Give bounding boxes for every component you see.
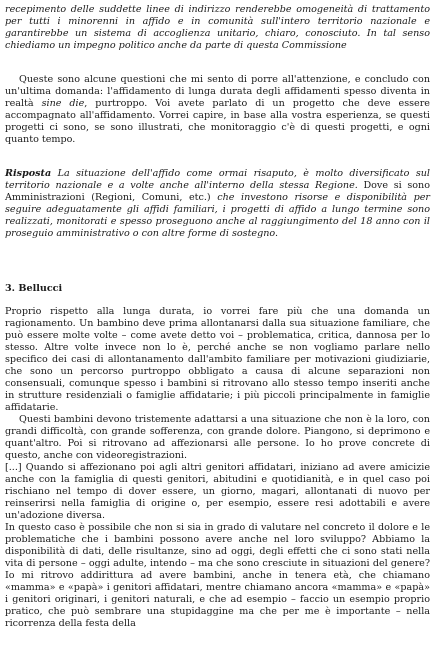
- risposta-text-2: Dove si sono Amministrazioni (Regioni, Comuni, etc.): [5, 180, 430, 204]
- question-paragraph: [5, 74, 430, 146]
- risposta-text-1: La situazione dell'affido come ormai risaputo, è molto diversificato sul territorio nazionale e a volte anche all'interno della stessa Regione.: [5, 168, 430, 192]
- risposta-paragraph: [5, 168, 430, 240]
- risposta-text-3: che investono risorse e disponibilità per seguire adeguatamente gli affidi familiari, i progetti di affido a lungo termine sono realizzati, monitorati e spesso proseguono anche al raggiungimento del 18 anno con il proseguio amministrativo o con altre forme di sostegno.: [5, 192, 430, 240]
- risposta-label: Risposta: [5, 168, 52, 179]
- bellucci-paragraph-2: Questi bambini devono tristemente adattarsi a una situazione che non è la loro, con grandi difficoltà, con grande sofferenza, con grande dolore. Piangono, si deprimono e quant'altro. Poi si ritrovano ad affezionarsi alle persone. Io ho prove concrete di questo, anche con videoregistrazioni.: [5, 414, 430, 462]
- bellucci-paragraph-1: Proprio rispetto alla lunga durata, io vorrei fare più che una domanda un ragionamento. Un bambino deve prima allontanarsi dalla sua situazione familiare, che può essere molte volte – come avete detto voi – problematica, critica, dannosa per lo stesso. Altre volte invece non lo è, perché anche se non vogliamo parlare nello specifico dei casi di allontanamento dall'ambito familiare per motivazioni giudiziarie, che sono un percorso purtroppo obbligato a causa di alcune separazioni non consensuali, comunque spesso i bambini si ritrovano allo stesso tempo inseriti anche in strutture residenziali o famiglie affidatarie; i più piccoli principalmente in famiglie affidatarie.: [5, 306, 430, 414]
- bellucci-paragraph-3: [...] Quando si affezionano poi agli altri genitori affidatari, iniziano ad avere amicizie anche con la famiglia di questi genitori, abitudini e quotidianità, e in quel caso poi rischiano nel tempo di dover essere, un giorno, magari, allontanati di nuovo per reinserirsi nella famiglia di origine o, per esempio, essere resi adottabili e avere un'adozione diversa.: [5, 462, 430, 522]
- question-emphasis: sine die: [41, 98, 85, 110]
- question-text-1: Queste sono alcune questioni che mi sento di porre all'attenzione, e concludo con un'ultima domanda: l'affidamento di lunga durata degli affidamenti spesso diventa in realtà: [5, 74, 430, 110]
- question-text-2: , purtroppo. Voi avete parlato di un progetto che deve essere accompagnato all'affidamento. Vorrei capire, in base alla vostra esperienza, se questi progetti ci sono, se sono illustrati, che monitoraggio c'è di questi progetti, e ogni quanto tempo.: [5, 98, 430, 146]
- intro-paragraph: recepimento delle suddette linee di indirizzo renderebbe omogeneità di trattamento per tutti i minorenni in affido e in comunità sull'intero territorio nazionale e garantirebbe un sistema di accoglienza unitario, chiaro, conosciuto. In tal senso chiediamo un impegno politico anche da parte di questa Commissione: [5, 4, 430, 52]
- section-heading: 3. Bellucci: [5, 283, 63, 294]
- bellucci-paragraph-4: In questo caso è possibile che non si sia in grado di valutare nel concreto il dolore e le problematiche che i bambini possono avere anche nel loro sviluppo? Abbiamo la disponibilità di dati, delle risultanze, sino ad oggi, degli effetti che ci sono stati nella vita di persone – oggi adulte, intendo – ma che sono cresciute in situazioni del genere? Io mi ritrovo addirittura ad avere bambini, anche in tenera età, che chiamano «mamma» e «papà» i genitori affidatari, mentre chiamano ancora «mamma» e «papà» i genitori originari, i genitori naturali, e che ad esempio – faccio un esempio proprio pratico, che può sembrare una stupidaggine ma che per me è importante – nella ricorrenza della festa della: [5, 522, 430, 630]
